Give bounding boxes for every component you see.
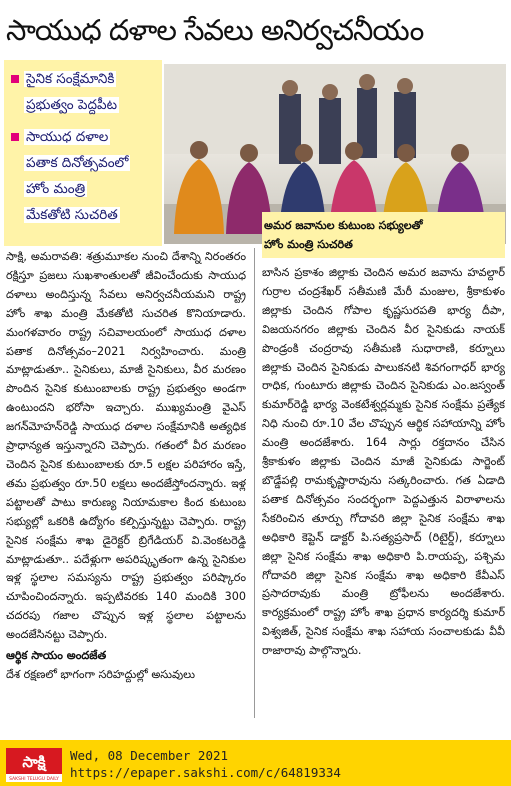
highlight-line: పతాక దినోత్సవంలో (26, 155, 129, 171)
bullet-square-icon (11, 75, 19, 83)
highlight-item (4, 124, 162, 228)
footer-info (70, 747, 341, 781)
headline: సాయుధ దళాల సేవలు అనిర్వచనీయం (6, 13, 424, 47)
photo-caption-line: అమర జవానుల కుటుంబ సభ్యులతో (264, 219, 423, 232)
highlight-item (4, 66, 162, 118)
epaper-link[interactable]: https://epaper.sakshi.com/c/64819334 (70, 765, 341, 780)
photo-caption (262, 212, 505, 258)
photo-caption-line: హోం మంత్రి సుచరిత (264, 238, 353, 251)
sakshi-logo (6, 748, 62, 782)
body-paragraph: బాసిన ప్రకాశం జిల్లాకు చెందిన అమర జవాను హవల్దార్ గుర్రాల చంద్రశేఖర్ సతీమణి మేరీ మంజుల, శ్రీకాకుళం జిల్లాకు చెందిన గోపాల కృష్ణసురపతి భార్య దీపా, విజయనగరం జిల్లాకు చెందిన వీర సైనికుడు నాయక్ పొండ్రంకి చంద్రరావు సతీమణి సుధారాణి, కర్నూలు జిల్లాకు చెందిన సైనికుడు పాలుకనటి శివగంగాధర్ భార్య రాధిక, గుంటూరు జిల్లాకు చెందిన సైనికుడు ఎం.జస్వంత్ కుమార్‌రెడ్డి భార్య వెంకటేశ్వర్లమ్మకు సైనిక సంక్షేమ ప్రత్యేక నిధి నుంచి రూ.10 వేల చొప్పున ఆర్థిక సహాయాన్ని హోం మంత్రి అందజేశారు. 164 సార్లు రక్తదానం చేసిన శ్రీకాకుళం జిల్లాకు చెందిన మాజీ సైనికుడు సార్జెంట్ బొడ్డేపల్లి రామకృష్ణారావును సత్కరించారు. గత ఏడాది పతాక దినోత్సవం సందర్భంగా పెద్దఎత్తున విరాళాలను సేకరించిన తూర్పు గోదావరి జిల్లా సైనిక సంక్షేమ శాఖ అధికారి కెప్టెన్ డాక్టర్ పి.సత్యప్రసాద్ (రిటైర్డ్), కర్నూలు జిల్లా సైనిక సంక్షేమ శాఖ అధికారి పి.రాయప్ప, పశ్చిమ గోదావరి జిల్లా సైనిక సంక్షేమ శాఖ అధికారి కేవీఎస్ ప్రసాదరావుకు మంత్రి ట్రోఫీలను అందజేశారు. కార్యక్రమంలో రాష్ట్ర హోం శాఖ ప్రధాన కార్యదర్శి కుమార్ విశ్వజిత్, సైనిక సంక్షేమ శాఖ సహాయ సంచాలకుడు వీవీ రాజారావు పాల్గొన్నారు. (262, 266, 505, 658)
highlight-line: ప్రభుత్వం పెద్దపీట (26, 97, 118, 113)
body-paragraph: సాక్షి, అమరావతి: శత్రుమూకల నుంచి దేశాన్ని నిరంతరం రక్షిస్తూ ప్రజలు సుఖశాంతులతో జీవించేందుకు సాయుధ దళాలు అందిస్తున్న సేవలు అనిర్వచనీయమని రాష్ట్ర హోం శాఖ మంత్రి మేకతోటి సుచరిత కొనియాడారు. మంగళవారం రాష్ట్ర సచివాలయంలో సాయుధ దళాల పతాక దినోత్సవం–2021 నిర్వహించారు. మంత్రి మాట్లాడుతూ.. సైనికులు, మాజీ సైనికులు, వీర మరణం పొందిన సైనిక కుటుంబాలకు రాష్ట్ర ప్రభుత్వం అండగా ఉంటుందని భరోసా ఇచ్చారు. ముఖ్యమంత్రి వైఎస్ జగన్‌మోహన్‌రెడ్డి సాయుధ దళాల సంక్షేమానికి అత్యధిక ప్రాధాన్యత ఇస్తున్నారని చెప్పారు. గతంలో వీర మరణం చెందిన సైనిక కుటుంబాలకు రూ.5 లక్షల పరిహారం ఇస్తే, తమ ప్రభుత్వం రూ.50 లక్షలు అందజేస్తోందన్నారు. ఇళ్ల పట్టాలతో పాటు కారుణ్య నియామకాల కింద కుటుంబ సభ్యుల్లో ఒకరికి ఉద్యోగం కల్పిస్తున్నట్టు చెప్పారు. రాష్ట్ర సైనిక సంక్షేమ శాఖ డైరెక్టర్ బ్రిగేడియర్ వి.వెంకటరెడ్డి మాట్లాడుతూ.. పదేళ్లుగా అపరిష్కృతంగా ఉన్న సైనికుల ఇళ్ల స్థలాల సమస్యను రాష్ట్ర ప్రభుత్వం పరిష్కారం చూపించిందన్నారు. ఇప్పటివరకు 140 మందికి 300 చదరపు గజాల చొప్పున ఇళ్ల స్థలాల పట్టాలను అందజేసినట్టు చెప్పారు. (6, 250, 246, 642)
highlights-box (4, 60, 162, 246)
highlight-line: సైనిక సంక్షేమానికి (26, 71, 115, 87)
highlight-line: హోం మంత్రి (26, 181, 86, 197)
subheading: ఆర్థిక సాయం అందజేత (6, 649, 107, 663)
publication-date: Wed, 08 December 2021 (70, 748, 229, 763)
svg-text:సాక్షి: సాక్షి (22, 753, 46, 771)
svg-text:SAKSHI TELUGU DAILY: SAKSHI TELUGU DAILY (9, 777, 59, 782)
article-body-left (6, 248, 246, 712)
sakshi-logo-icon (6, 748, 62, 782)
highlight-line: సాయుధ దళాల (26, 129, 109, 145)
article-body-right (262, 212, 505, 720)
highlight-line: మేకతోటి సుచరిత (26, 207, 118, 223)
column-divider (254, 248, 255, 718)
body-paragraph: దేశ రక్షణలో భాగంగా సరిహద్దుల్లో అసువులు (6, 667, 195, 681)
bullet-square-icon (11, 133, 19, 141)
